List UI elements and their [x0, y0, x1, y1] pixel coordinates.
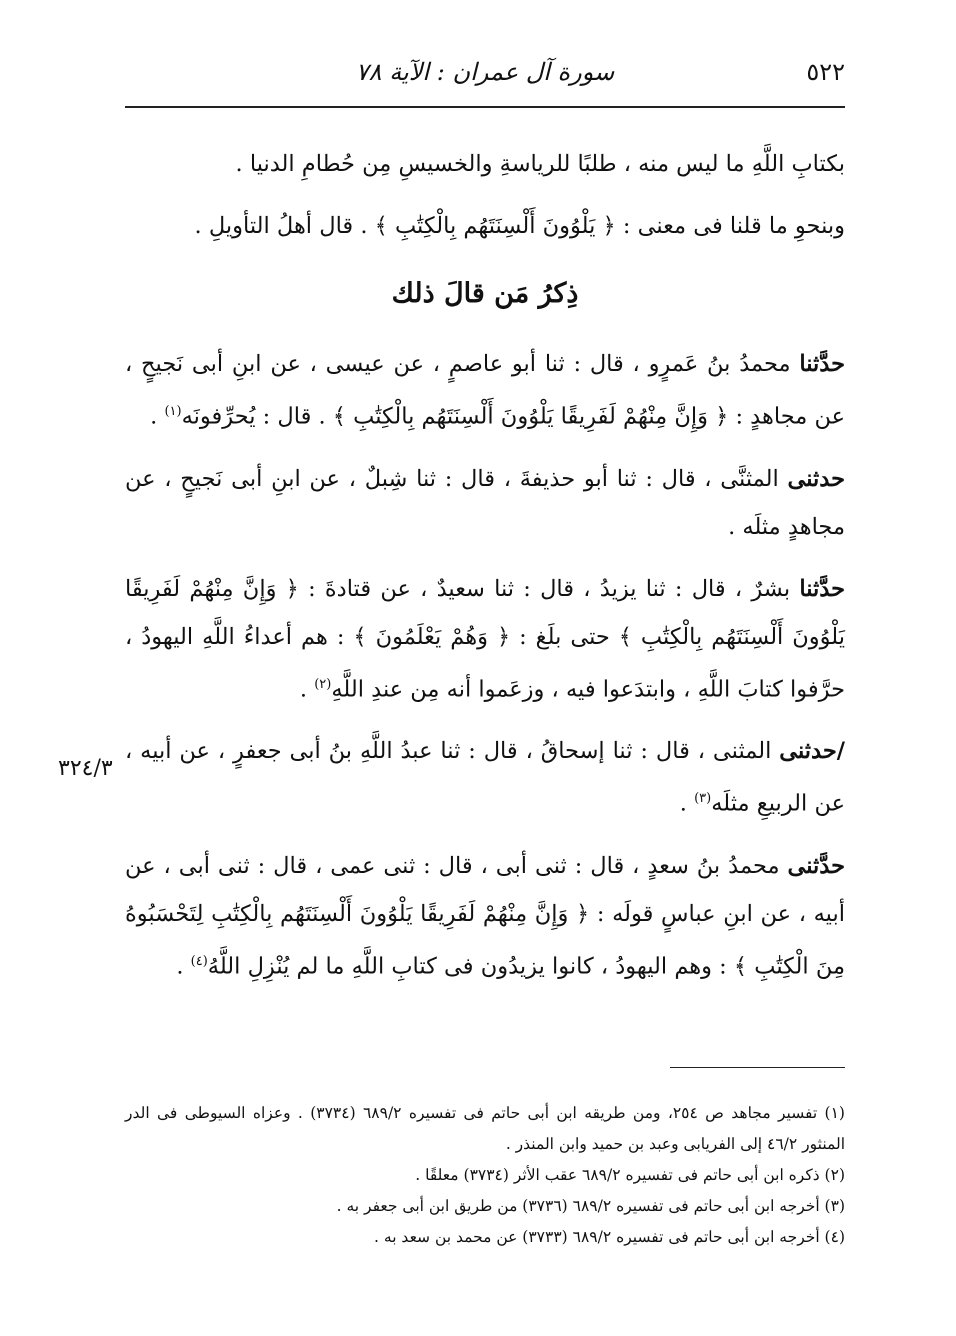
header-rule: [125, 106, 845, 108]
running-title: سورة آل عمران : الآية ٧٨: [355, 58, 615, 86]
narration-text: بشرٌ ، قال : ثنا يزيدُ ، قال : ثنا سعيدٌ ، عن قتادةَ : ﴿ وَإِنَّ مِنْهُمْ لَفَرِيقًا يَلْوُونَ أَلْسِنَتَهُم بِالْكِتَٰبِ ﴾ حتى بلَغ : ﴿ وَهُمْ يَعْلَمُونَ ﴾ : هم أعداءُ اللَّهِ اليهودُ ، حرَّفوا كتابَ اللَّهِ ، وابتدَعوا فيه ، وزعَموا أنه مِن عندِ اللَّهِ: [125, 575, 845, 702]
narration-lead: حدَّثنى: [787, 852, 845, 879]
paragraph-4: [125, 455, 845, 551]
narration-lead: حدَّثنا: [799, 351, 845, 377]
footnote-rule: [670, 1067, 845, 1068]
footnote-2: (٢) ذكره ابن أبى حاتم فى تفسيره ٦٨٩/٢ عقب الأثر (٣٧٣٤) معلقًا .: [415, 1166, 845, 1184]
footnotes: [125, 1098, 845, 1253]
narration-lead: /حدثنى: [779, 738, 845, 764]
paragraph-1: بكتابِ اللَّهِ ما ليس منه ، طلبًا للرياسةِ والخسيسِ مِن حُطامِ الدنيا .: [235, 151, 845, 177]
paragraph-end: .: [679, 790, 695, 817]
page-number: ٥٢٢: [806, 58, 845, 86]
narration-text: محمدُ بنُ عَمرٍو ، قال : ثنا أبو عاصمٍ ، عن عيسى ، عن ابنِ أبى نَجيحٍ ، عن مجاهدٍ : ﴿ وَإِنَّ مِنْهُمْ لَفَرِيقًا يَلْوُونَ أَلْسِنَتَهُم بِالْكِتَٰبِ ﴾ . قال : يُحرِّفونَه: [125, 351, 845, 430]
paragraph-3: [125, 340, 845, 441]
footnote-1: (١) تفسير مجاهد ص ٢٥٤، ومن طريقه ابن أبى حاتم فى تفسيره ٦٨٩/٢ (٣٧٣٤) . وعزاه السيوطى فى الدر المنثور ٤٦/٢ إلى الفريابى وعبد بن حميد وابن المنذر .: [125, 1104, 845, 1153]
paragraph-end: .: [150, 403, 165, 430]
footnote-marker[interactable]: (٢): [314, 676, 332, 692]
paragraph-end: .: [299, 676, 315, 702]
paragraph-6: [125, 727, 845, 828]
narration-text: المثنى ، قال : ثنا إسحاقُ ، قال : ثنا عبدُ اللَّهِ بنُ أبى جعفرٍ ، عن أبيه ، عن الربيعِ مثلَه: [125, 738, 845, 817]
narration-text: المثنَّى ، قال : ثنا أبو حذيفةَ ، قال : ثنا شِبلٌ ، عن ابنِ أبى نَجيحٍ ، عن مجاهدٍ مثلَه .: [125, 465, 845, 540]
paragraph-7: [125, 842, 845, 991]
paragraph-end: .: [176, 953, 191, 979]
section-heading: ذِكرُ مَن قالَ ذلك: [391, 278, 579, 309]
paragraph-2: وبنحوِ ما قلنا فى معنى : ﴿ يَلْوُونَ أَلْسِنَتَهُم بِالْكِتَٰبِ ﴾ . قال أهلُ التأويلِ .: [194, 213, 845, 239]
margin-volume-page-ref: ٣٢٤/٣: [58, 756, 113, 781]
narration-text: محمدُ بنُ سعدٍ ، قال : ثنى أبى ، قال : ثنى عمى ، قال : ثنى أبى ، عن أبيه ، عن ابنِ عباسٍ قولَه : ﴿ وَإِنَّ مِنْهُمْ لَفَرِيقًا يَلْوُونَ أَلْسِنَتَهُم بِالْكِتَٰبِ لِتَحْسَبُوهُ مِنَ الْكِتَٰبِ ﴾ : وهم اليهودُ ، كانوا يزيدُون فى كتابِ اللَّهِ ما لم يُنْزِلِ اللَّهُ: [125, 852, 845, 979]
paragraph-5: [125, 565, 845, 714]
footnote-4: (٤) أخرجه ابن أبى حاتم فى تفسيره ٦٨٩/٢ (٣٧٣٣) عن محمد بن سعد به .: [374, 1228, 845, 1246]
narration-lead: حدثنى: [787, 465, 845, 492]
page-header: [125, 58, 845, 94]
narration-lead: حدَّثنا: [799, 575, 845, 602]
footnote-marker[interactable]: (٤): [190, 953, 208, 969]
footnote-marker[interactable]: (١): [164, 404, 182, 419]
main-text: [125, 140, 845, 1004]
footnote-3: (٣) أخرجه ابن أبى حاتم فى تفسيره ٦٨٩/٢ (٣٧٣٦) من طريق ابن أبى جعفر به .: [336, 1197, 845, 1215]
footnote-marker[interactable]: (٣): [694, 791, 712, 806]
